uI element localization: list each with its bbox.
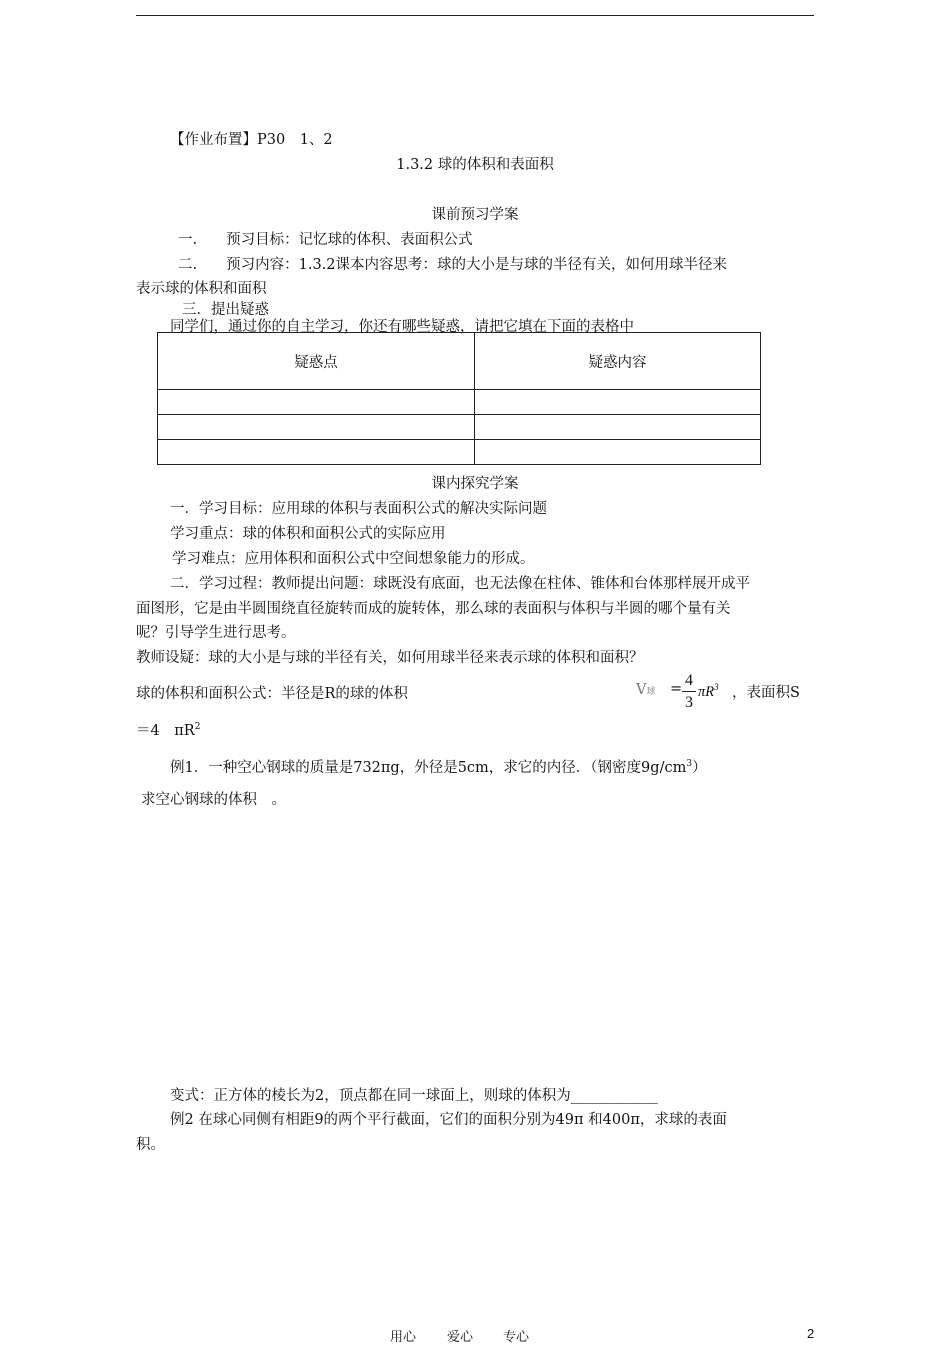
formula-exponent: 3 xyxy=(714,682,719,692)
formula-equals: = xyxy=(670,681,683,697)
footer-motto-2: 爱心 xyxy=(447,1330,474,1345)
formula-v: V球 xyxy=(636,682,656,698)
difficulty: 学习难点：应用体积和面积公式中空间想象能力的形成。 xyxy=(172,551,535,567)
preview-heading: 课前预习学案 xyxy=(431,207,519,223)
example1: 例1．一种空心钢球的质量是732πg，外径是5cm，求它的内径．（钢密度$9g/cm^3$） xyxy=(170,759,707,776)
table-cell[interactable] xyxy=(158,415,475,440)
inclass-heading: 课内探究学案 xyxy=(431,476,519,492)
table-row xyxy=(158,415,761,440)
preview-goal: 一. 预习目标：记忆球的体积、表面积公式 xyxy=(178,232,473,248)
table-header-row xyxy=(158,333,761,390)
key-point: 学习重点：球的体积和面积公式的实际应用 xyxy=(170,526,446,542)
fraction-denominator: 3 xyxy=(685,694,693,711)
section-title: 1.3.2 球的体积和表面积 xyxy=(396,157,554,173)
area-exponent: 2 xyxy=(194,722,201,733)
homework-line: 【作业布置】P30 1、2 xyxy=(170,132,333,148)
table-cell[interactable] xyxy=(475,390,761,415)
formula-v-subscript: 球 xyxy=(646,687,656,697)
process-line3: 呢？引导学生进行思考。 xyxy=(136,625,296,641)
fraction-bar xyxy=(682,691,696,692)
table-cell[interactable] xyxy=(475,415,761,440)
formula-intro: 球的体积和面积公式：半径是R的球的体积 xyxy=(136,686,408,702)
preview-content-line1: 二. 预习内容：1.3.2课本内容思考：球的大小是与球的半径有关，如何用球半径来 xyxy=(178,257,728,273)
footer-motto-3: 专心 xyxy=(503,1330,530,1345)
example2-line1: 例2 在球心同侧有相距9的两个平行截面，它们的面积分别为49π 和400π，求球的表面 xyxy=(170,1112,727,1128)
formula-fraction xyxy=(682,672,696,711)
example2-line2: 积。 xyxy=(136,1137,165,1153)
inclass-goal: 一．学习目标：应用球的体积与表面积公式的解决实际问题 xyxy=(170,501,547,517)
table-cell[interactable] xyxy=(158,390,475,415)
doubt-table xyxy=(157,332,761,465)
table-header-doubt-content: 疑惑内容 xyxy=(475,333,761,390)
table-cell[interactable] xyxy=(158,440,475,465)
page-number: 2 xyxy=(807,1326,815,1341)
process-line1: 二．学习过程：教师提出问题：球既没有底面，也无法像在柱体、锥体和台体那样展开成平 xyxy=(170,576,750,592)
table-cell[interactable] xyxy=(475,440,761,465)
teacher-question: 教师设疑：球的大小是与球的半径有关，如何用球半径来表示球的体积和面积？ xyxy=(136,650,644,666)
variant-question: 变式：正方体的棱长为2，顶点都在同一球面上，则球的体积为____________ xyxy=(170,1088,658,1104)
formula-pi-r: $\pi R^3$ xyxy=(698,682,719,700)
example1-exponent: 3 xyxy=(686,759,693,770)
doubt-intro: 同学们，通过你的自主学习，你还有哪些疑惑，请把它填在下面的表格中 xyxy=(170,319,634,335)
example1-sub: 求空心钢球的体积 。 xyxy=(141,792,286,808)
footer-motto-1: 用心 xyxy=(390,1330,417,1345)
doubt-title: 三．提出疑惑 xyxy=(182,302,269,318)
table-row xyxy=(158,440,761,465)
table-row xyxy=(158,390,761,415)
fraction-numerator: 4 xyxy=(685,672,693,689)
header-rule xyxy=(136,15,814,16)
table-header-doubt-point: 疑惑点 xyxy=(158,333,475,390)
preview-content-line2: 表示球的体积和面积 xyxy=(136,281,267,297)
area-formula: ＝4 $\pi R^2$ xyxy=(136,722,201,739)
formula-after: ，表面积S xyxy=(732,685,800,701)
process-line2: 面图形，它是由半圆围绕直径旋转而成的旋转体，那么球的表面积与体积与半圆的哪个量有关 xyxy=(136,601,731,617)
